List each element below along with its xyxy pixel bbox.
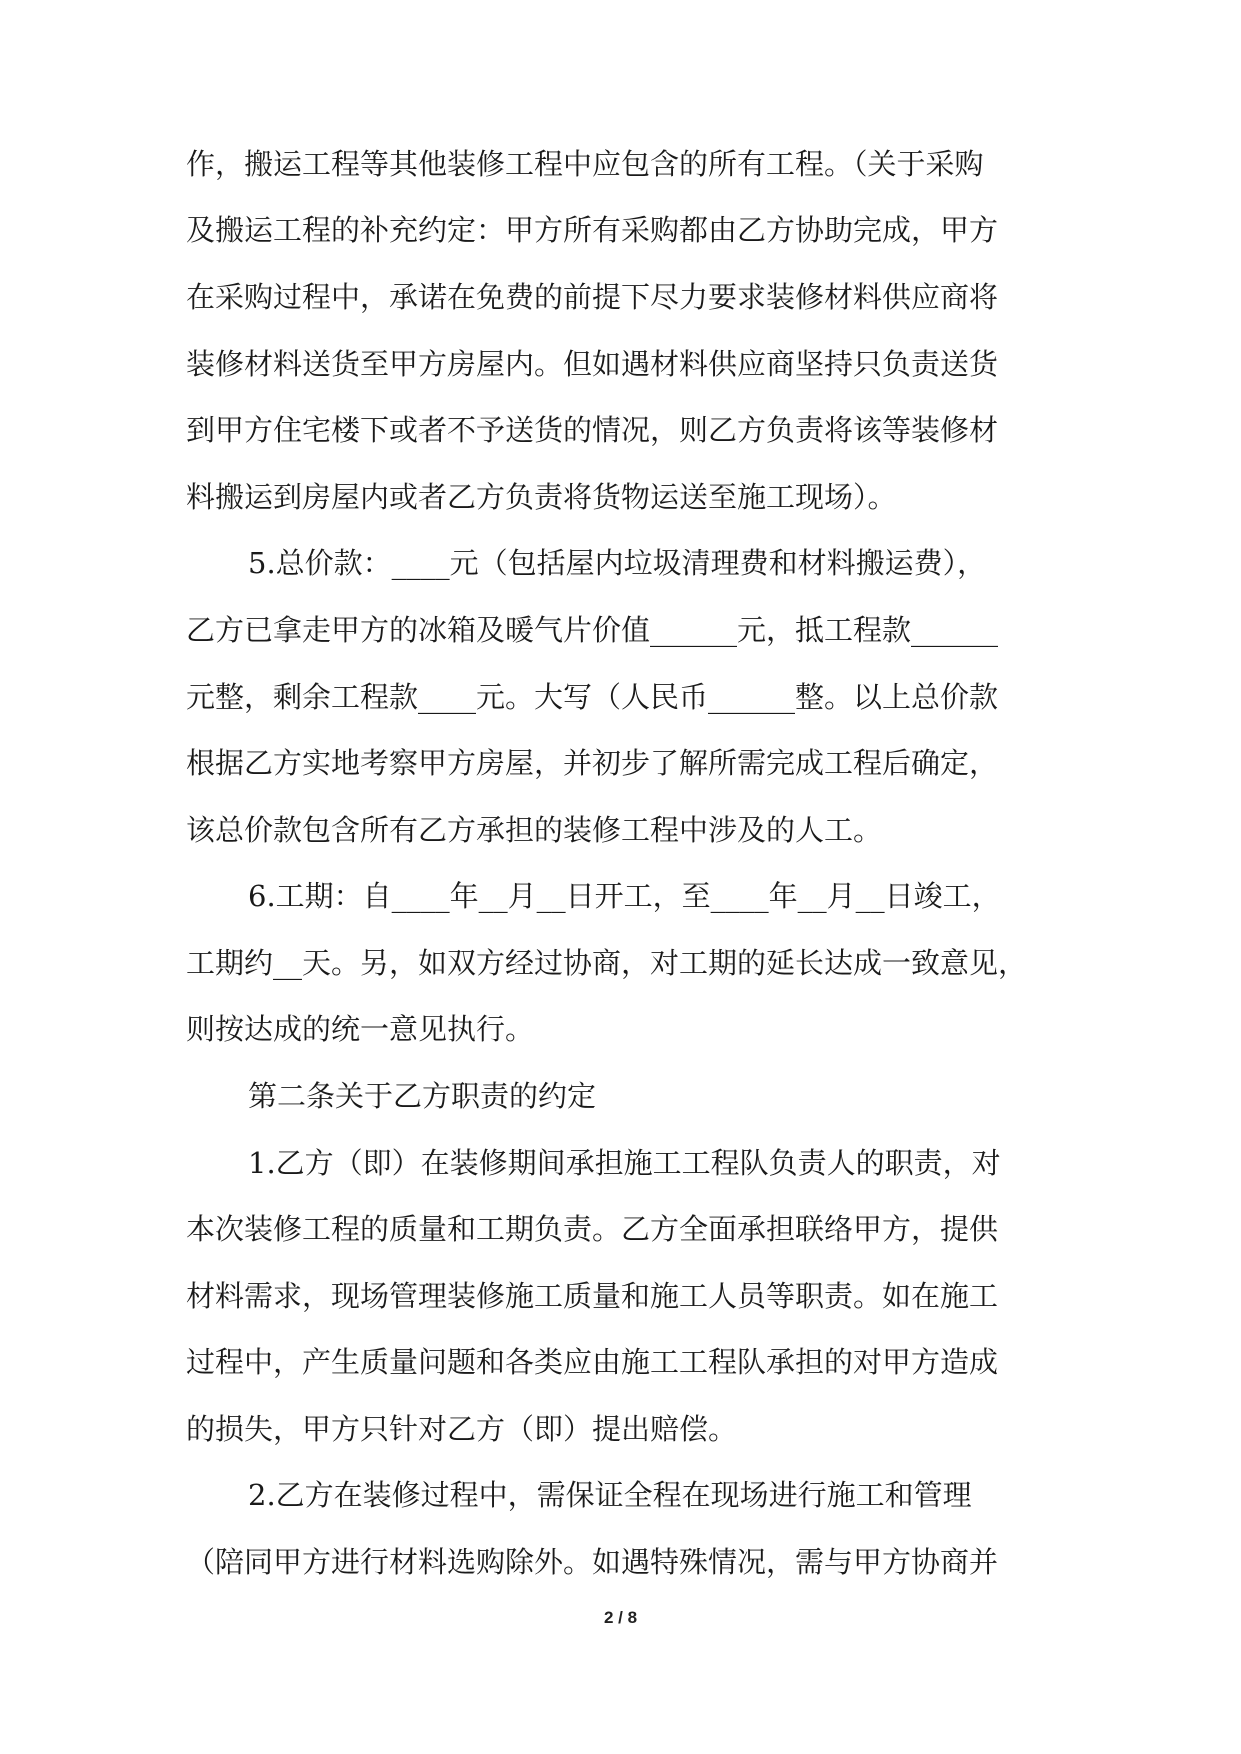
text-line: 作，搬运工程等其他装修工程中应包含的所有工程。（关于采购 bbox=[186, 147, 984, 181]
text-line: 则按达成的统一意见执行。 bbox=[186, 1012, 535, 1046]
text-line: 本次装修工程的质量和工期负责。乙方全面承担联络甲方，提供 bbox=[186, 1212, 999, 1246]
text-line: 工期约__天。另，如双方经过协商，对工期的延长达成一致意见， bbox=[186, 946, 1028, 980]
text-line: （陪同甲方进行材料选购除外。如遇特殊情况，需与甲方协商并 bbox=[186, 1545, 999, 1579]
text-line: 装修材料送货至甲方房屋内。但如遇材料供应商坚持只负责送货 bbox=[186, 347, 999, 381]
text-line: 材料需求，现场管理装修施工质量和施工人员等职责。如在施工 bbox=[186, 1279, 999, 1313]
text-line: 乙方已拿走甲方的冰箱及暖气片价值______元，抵工程款______ bbox=[186, 613, 999, 647]
text-line: 该总价款包含所有乙方承担的装修工程中涉及的人工。 bbox=[186, 813, 883, 847]
page-number: 2 / 8 bbox=[603, 1608, 638, 1627]
text-line: 的损失，甲方只针对乙方（即）提出赔偿。 bbox=[186, 1412, 738, 1446]
text-line: 在采购过程中，承诺在免费的前提下尽力要求装修材料供应商将 bbox=[186, 280, 999, 314]
text-line: 及搬运工程的补充约定：甲方所有采购都由乙方协助完成，甲方 bbox=[186, 213, 999, 247]
text-line: 过程中，产生质量问题和各类应由施工工程队承担的对甲方造成 bbox=[186, 1345, 999, 1379]
text-line: 料搬运到房屋内或者乙方负责将货物运送至施工现场）。 bbox=[186, 480, 897, 514]
paragraph-start-line: 5.总价款：____元（包括屋内垃圾清理费和材料搬运费）， bbox=[248, 546, 987, 580]
text-line: 元整，剩余工程款____元。大写（人民币______整。以上总价款 bbox=[186, 680, 999, 714]
text-line: 根据乙方实地考察甲方房屋，并初步了解所需完成工程后确定， bbox=[186, 746, 999, 780]
text-line: 到甲方住宅楼下或者不予送货的情况，则乙方负责将该等装修材 bbox=[186, 413, 999, 447]
section-heading: 第二条关于乙方职责的约定 bbox=[248, 1079, 597, 1113]
paragraph-start-line: 1.乙方（即）在装修期间承担施工工程队负责人的职责，对 bbox=[248, 1146, 1001, 1180]
paragraph-start-line: 2.乙方在装修过程中，需保证全程在现场进行施工和管理 bbox=[248, 1478, 972, 1512]
paragraph-start-line: 6.工期：自____年__月__日开工，至____年__月__日竣工， bbox=[248, 879, 1001, 913]
